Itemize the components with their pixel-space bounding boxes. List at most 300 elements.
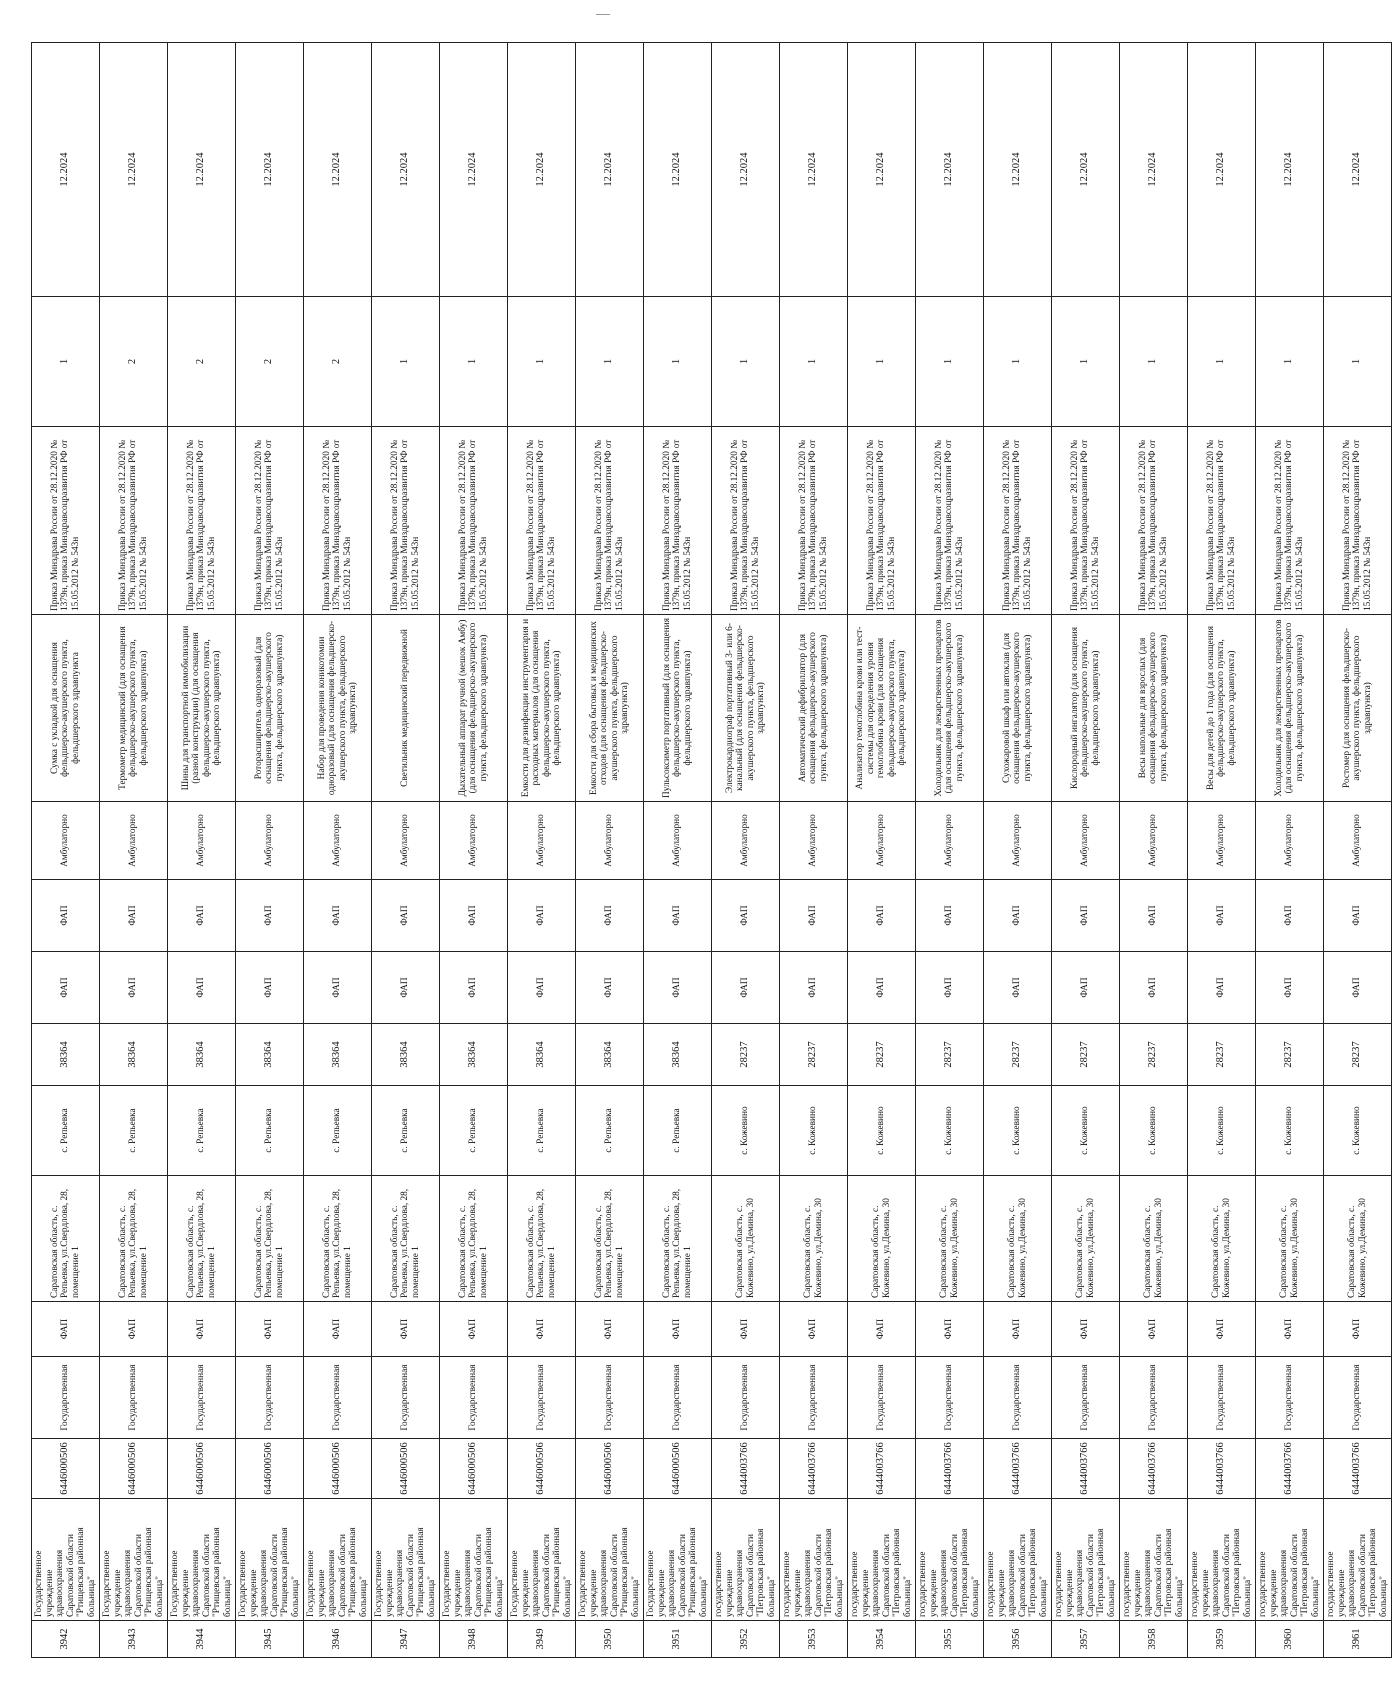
settlement-name-cell: с. Кожевино — [780, 1086, 848, 1176]
regulation-order-cell: Приказ Минздрава России от 28.12.2020 № 1379н, приказ Минздравсоцразвития РФ от 15.05.2012 № 543н — [100, 427, 168, 615]
unit-type-secondary-cell: ФАП — [100, 880, 168, 952]
inn-number-cell: 6446000506 — [644, 1439, 712, 1499]
care-condition-cell: Амбулаторно — [1256, 802, 1324, 880]
unit-type-secondary-cell: ФАП — [440, 880, 508, 952]
table-row — [32, 43, 100, 1658]
inn-number-cell: 6444003766 — [1188, 1439, 1256, 1499]
care-condition-cell: Амбулаторно — [508, 802, 576, 880]
row-number-cell: 3943 — [100, 1621, 168, 1658]
quantity-cell: 1 — [1324, 297, 1392, 427]
facility-address-cell: Саратовская область, с. Репьевка, ул.Свердлова, 28, помещение 1 — [304, 1176, 372, 1302]
regulation-order-cell: Приказ Минздрава России от 28.12.2020 № 1379н, приказ Минздравсоцразвития РФ от 15.05.2012 № 543н — [304, 427, 372, 615]
population-count-cell: 28237 — [1188, 1024, 1256, 1086]
deadline-date-cell: 12.2024 — [32, 43, 100, 297]
equipment-name-cell: Шины для транспортной иммобилизации (разной конструкции) (для оснащения фельдшерско-акушерского пункта, фельдшерского здравпункта) — [168, 615, 236, 802]
deadline-date-cell: 12.2024 — [508, 43, 576, 297]
deadline-date-cell: 12.2024 — [1256, 43, 1324, 297]
quantity-cell: 1 — [1052, 297, 1120, 427]
settlement-name-cell: с. Кожевино — [848, 1086, 916, 1176]
organization-name-cell: государственное учреждение здравоохранения Саратовской области "Петровская районная больница" — [780, 1499, 848, 1621]
unit-type-secondary-cell: ФАП — [372, 880, 440, 952]
organization-name-cell: государственное учреждение здравоохранения Саратовской области "Петровская районная больница" — [848, 1499, 916, 1621]
unit-type-cell: ФАП — [780, 952, 848, 1024]
settlement-name-cell: с. Кожевино — [916, 1086, 984, 1176]
equipment-name-cell: Роторасширитель одноразовый (для оснащения фельдшерско-акушерского пункта, фельдшерского здравпункта) — [236, 615, 304, 802]
facility-type-cell: ФАП — [236, 1302, 304, 1357]
organization-name-cell: Государственное учреждение здравоохранения Саратовской области "Ртищевская районная больница" — [236, 1499, 304, 1621]
unit-type-secondary-cell: ФАП — [508, 880, 576, 952]
organization-name-cell: Государственное учреждение здравоохранения Саратовской области "Ртищевская районная больница" — [100, 1499, 168, 1621]
row-number-cell: 3955 — [916, 1621, 984, 1658]
facility-type-cell: ФАП — [1120, 1302, 1188, 1357]
regulation-order-cell: Приказ Минздрава России от 28.12.2020 № 1379н, приказ Минздравсоцразвития РФ от 15.05.2012 № 543н — [1324, 427, 1392, 615]
unit-type-cell: ФАП — [984, 952, 1052, 1024]
care-condition-cell: Амбулаторно — [304, 802, 372, 880]
regulation-order-cell: Приказ Минздрава России от 28.12.2020 № 1379н, приказ Минздравсоцразвития РФ от 15.05.2012 № 543н — [440, 427, 508, 615]
care-condition-cell: Амбулаторно — [1188, 802, 1256, 880]
settlement-name-cell: с. Репьевка — [644, 1086, 712, 1176]
equipment-name-cell: Холодильник для лекарственных препаратов (для оснащения фельдшерско-акушерского пункта, фельдшерского здравпункта) — [1256, 615, 1324, 802]
organization-name-cell: государственное учреждение здравоохранения Саратовской области "Петровская районная больница" — [1188, 1499, 1256, 1621]
equipment-name-cell: Автоматический дефибриллятор (для оснащения фельдшерско-акушерского пункта, фельдшерского здравпункта) — [780, 615, 848, 802]
quantity-cell: 1 — [32, 297, 100, 427]
quantity-cell: 1 — [1120, 297, 1188, 427]
quantity-cell: 2 — [168, 297, 236, 427]
facility-address-cell: Саратовская область, с. Кожевино, ул.Демина, 30 — [916, 1176, 984, 1302]
unit-type-cell: ФАП — [1188, 952, 1256, 1024]
equipment-name-cell: Весы напольные для взрослых (для оснащения фельдшерско-акушерского пункта, фельдшерского здравпункта) — [1120, 615, 1188, 802]
quantity-cell: 1 — [644, 297, 712, 427]
table-body — [32, 43, 1392, 1658]
unit-type-secondary-cell: ФАП — [236, 880, 304, 952]
unit-type-cell: ФАП — [168, 952, 236, 1024]
inn-number-cell: 6444003766 — [1256, 1439, 1324, 1499]
ownership-form-cell: Государственная — [32, 1357, 100, 1439]
row-number-cell: 3944 — [168, 1621, 236, 1658]
inn-number-cell: 6446000506 — [32, 1439, 100, 1499]
quantity-cell: 1 — [508, 297, 576, 427]
unit-type-secondary-cell: ФАП — [32, 880, 100, 952]
facility-type-cell: ФАП — [1052, 1302, 1120, 1357]
row-number-cell: 3942 — [32, 1621, 100, 1658]
regulation-order-cell: Приказ Минздрава России от 28.12.2020 № 1379н, приказ Минздравсоцразвития РФ от 15.05.2012 № 543н — [168, 427, 236, 615]
equipment-name-cell: Сумка с укладкой для оснащения фельдшерско-акушерского пункта, фельдшерского здравпункта — [32, 615, 100, 802]
equipment-name-cell: Электрокардиограф портативный 3- или 6-канальный (для оснащения фельдшерско-акушерского пункта, фельдшерского здравпункта) — [712, 615, 780, 802]
unit-type-secondary-cell: ФАП — [304, 880, 372, 952]
ownership-form-cell: Государственная — [508, 1357, 576, 1439]
facility-type-cell: ФАП — [780, 1302, 848, 1357]
equipment-name-cell: Емкости для дезинфекции инструментария и расходных материалов (для оснащения фельдшерско-акушерского пункта, фельдшерского здравпункта) — [508, 615, 576, 802]
row-number-cell: 3956 — [984, 1621, 1052, 1658]
unit-type-cell: ФАП — [236, 952, 304, 1024]
care-condition-cell: Амбулаторно — [916, 802, 984, 880]
inn-number-cell: 6446000506 — [576, 1439, 644, 1499]
regulation-order-cell: Приказ Минздрава России от 28.12.2020 № 1379н, приказ Минздравсоцразвития РФ от 15.05.2012 № 543н — [780, 427, 848, 615]
ownership-form-cell: Государственная — [916, 1357, 984, 1439]
ownership-form-cell: Государственная — [440, 1357, 508, 1439]
settlement-name-cell: с. Репьевка — [372, 1086, 440, 1176]
regulation-order-cell: Приказ Минздрава России от 28.12.2020 № 1379н, приказ Минздравсоцразвития РФ от 15.05.2012 № 543н — [1188, 427, 1256, 615]
organization-name-cell: Государственное учреждение здравоохранения Саратовской области "Ртищевская районная больница" — [508, 1499, 576, 1621]
settlement-name-cell: с. Репьевка — [32, 1086, 100, 1176]
unit-type-cell: ФАП — [32, 952, 100, 1024]
population-count-cell: 28237 — [1120, 1024, 1188, 1086]
population-count-cell: 38364 — [508, 1024, 576, 1086]
row-number-cell: 3947 — [372, 1621, 440, 1658]
row-number-cell: 3958 — [1120, 1621, 1188, 1658]
population-count-cell: 28237 — [1052, 1024, 1120, 1086]
regulation-order-cell: Приказ Минздрава России от 28.12.2020 № 1379н, приказ Минздравсоцразвития РФ от 15.05.2012 № 543н — [508, 427, 576, 615]
unit-type-secondary-cell: ФАП — [1052, 880, 1120, 952]
organization-name-cell: Государственное учреждение здравоохранения Саратовской области "Ртищевская районная больница" — [644, 1499, 712, 1621]
unit-type-secondary-cell: ФАП — [984, 880, 1052, 952]
table-row — [440, 43, 508, 1658]
facility-type-cell: ФАП — [100, 1302, 168, 1357]
deadline-date-cell: 12.2024 — [984, 43, 1052, 297]
quantity-cell: 1 — [1188, 297, 1256, 427]
row-number-cell: 3951 — [644, 1621, 712, 1658]
unit-type-secondary-cell: ФАП — [1324, 880, 1392, 952]
facility-address-cell: Саратовская область, с. Кожевино, ул.Демина, 30 — [848, 1176, 916, 1302]
unit-type-cell: ФАП — [848, 952, 916, 1024]
table-row — [644, 43, 712, 1658]
inn-number-cell: 6444003766 — [1052, 1439, 1120, 1499]
unit-type-secondary-cell: ФАП — [1256, 880, 1324, 952]
deadline-date-cell: 12.2024 — [1120, 43, 1188, 297]
row-number-cell: 3953 — [780, 1621, 848, 1658]
ownership-form-cell: Государственная — [1324, 1357, 1392, 1439]
regulation-order-cell: Приказ Минздрава России от 28.12.2020 № 1379н, приказ Минздравсоцразвития РФ от 15.05.2012 № 543н — [916, 427, 984, 615]
inn-number-cell: 6446000506 — [168, 1439, 236, 1499]
population-count-cell: 38364 — [236, 1024, 304, 1086]
equipment-name-cell: Емкости для сбора бытовых и медицинских отходов (для оснащения фельдшерско-акушерского пункта, фельдшерского здравпункта) — [576, 615, 644, 802]
regulation-order-cell: Приказ Минздрава России от 28.12.2020 № 1379н, приказ Минздравсоцразвития РФ от 15.05.2012 № 543н — [1052, 427, 1120, 615]
organization-name-cell: государственное учреждение здравоохранения Саратовской области "Петровская районная больница" — [1324, 1499, 1392, 1621]
deadline-date-cell: 12.2024 — [644, 43, 712, 297]
quantity-cell: 1 — [848, 297, 916, 427]
care-condition-cell: Амбулаторно — [644, 802, 712, 880]
unit-type-secondary-cell: ФАП — [576, 880, 644, 952]
unit-type-secondary-cell: ФАП — [168, 880, 236, 952]
table-row — [508, 43, 576, 1658]
unit-type-cell: ФАП — [576, 952, 644, 1024]
equipment-name-cell: Весы для детей до 1 года (для оснащения фельдшерско-акушерского пункта, фельдшерского здравпункта) — [1188, 615, 1256, 802]
table-row — [984, 43, 1052, 1658]
equipment-name-cell: Анализатор гемоглобина крови или тест-системы для определения уровня гемоглобина крови (для оснащения фельдшерско-акушерского пункта, фельдшерского здравпункта) — [848, 615, 916, 802]
quantity-cell: 1 — [440, 297, 508, 427]
unit-type-cell: ФАП — [712, 952, 780, 1024]
deadline-date-cell: 12.2024 — [1324, 43, 1392, 297]
inn-number-cell: 6446000506 — [304, 1439, 372, 1499]
table-row — [916, 43, 984, 1658]
care-condition-cell: Амбулаторно — [236, 802, 304, 880]
row-number-cell: 3949 — [508, 1621, 576, 1658]
settlement-name-cell: с. Репьевка — [304, 1086, 372, 1176]
equipment-name-cell: Набор для проведения коникотомии одноразовый (для оснащения фельдшерско-акушерского пункта, фельдшерского здравпункта) — [304, 615, 372, 802]
organization-name-cell: Государственное учреждение здравоохранения Саратовской области "Ртищевская районная больница" — [440, 1499, 508, 1621]
regulation-order-cell: Приказ Минздрава России от 28.12.2020 № 1379н, приказ Минздравсоцразвития РФ от 15.05.2012 № 543н — [32, 427, 100, 615]
population-count-cell: 38364 — [304, 1024, 372, 1086]
ownership-form-cell: Государственная — [304, 1357, 372, 1439]
row-number-cell: 3950 — [576, 1621, 644, 1658]
facility-type-cell: ФАП — [984, 1302, 1052, 1357]
table-row — [1324, 43, 1392, 1658]
population-count-cell: 38364 — [576, 1024, 644, 1086]
facility-type-cell: ФАП — [440, 1302, 508, 1357]
equipment-name-cell: Светильник медицинский передвижной — [372, 615, 440, 802]
unit-type-secondary-cell: ФАП — [1188, 880, 1256, 952]
equipment-name-cell: Ростомер (для оснащения фельдшерско-акушерского пункта, фельдшерского здравпункта) — [1324, 615, 1392, 802]
regulation-order-cell: Приказ Минздрава России от 28.12.2020 № 1379н, приказ Минздравсоцразвития РФ от 15.05.2012 № 543н — [372, 427, 440, 615]
organization-name-cell: Государственное учреждение здравоохранения Саратовской области "Ртищевская районная больница" — [304, 1499, 372, 1621]
deadline-date-cell: 12.2024 — [304, 43, 372, 297]
population-count-cell: 28237 — [984, 1024, 1052, 1086]
care-condition-cell: Амбулаторно — [780, 802, 848, 880]
care-condition-cell: Амбулаторно — [576, 802, 644, 880]
facility-type-cell: ФАП — [1188, 1302, 1256, 1357]
regulation-order-cell: Приказ Минздрава России от 28.12.2020 № 1379н, приказ Минздравсоцразвития РФ от 15.05.2012 № 543н — [848, 427, 916, 615]
organization-name-cell: государственное учреждение здравоохранения Саратовской области "Петровская районная больница" — [984, 1499, 1052, 1621]
ownership-form-cell: Государственная — [1188, 1357, 1256, 1439]
quantity-cell: 2 — [100, 297, 168, 427]
unit-type-secondary-cell: ФАП — [848, 880, 916, 952]
facility-type-cell: ФАП — [508, 1302, 576, 1357]
deadline-date-cell: 12.2024 — [236, 43, 304, 297]
population-count-cell: 28237 — [780, 1024, 848, 1086]
table-row — [100, 43, 168, 1658]
table-row — [780, 43, 848, 1658]
care-condition-cell: Амбулаторно — [100, 802, 168, 880]
regulation-order-cell: Приказ Минздрава России от 28.12.2020 № 1379н, приказ Минздравсоцразвития РФ от 15.05.2012 № 543н — [984, 427, 1052, 615]
organization-name-cell: государственное учреждение здравоохранения Саратовской области "Петровская районная больница" — [712, 1499, 780, 1621]
inn-number-cell: 6446000506 — [100, 1439, 168, 1499]
equipment-name-cell: Холодильник для лекарственных препаратов (для оснащения фельдшерско-акушерского пункта, фельдшерского здравпункта) — [916, 615, 984, 802]
deadline-date-cell: 12.2024 — [372, 43, 440, 297]
unit-type-secondary-cell: ФАП — [644, 880, 712, 952]
table-row — [576, 43, 644, 1658]
facility-type-cell: ФАП — [304, 1302, 372, 1357]
equipment-name-cell: Дыхательный аппарат ручной (мешок Амбу) (для оснащения фельдшерско-акушерского пункта, фельдшерского здравпункта) — [440, 615, 508, 802]
population-count-cell: 38364 — [168, 1024, 236, 1086]
deadline-date-cell: 12.2024 — [848, 43, 916, 297]
equipment-table — [31, 42, 1392, 1658]
facility-address-cell: Саратовская область, с. Кожевино, ул.Демина, 30 — [1324, 1176, 1392, 1302]
settlement-name-cell: с. Кожевино — [1120, 1086, 1188, 1176]
unit-type-secondary-cell: ФАП — [1120, 880, 1188, 952]
unit-type-cell: ФАП — [1256, 952, 1324, 1024]
care-condition-cell: Амбулаторно — [32, 802, 100, 880]
regulation-order-cell: Приказ Минздрава России от 28.12.2020 № 1379н, приказ Минздравсоцразвития РФ от 15.05.2012 № 543н — [1120, 427, 1188, 615]
facility-address-cell: Саратовская область, с. Кожевино, ул.Демина, 30 — [1120, 1176, 1188, 1302]
population-count-cell: 38364 — [440, 1024, 508, 1086]
inn-number-cell: 6446000506 — [508, 1439, 576, 1499]
deadline-date-cell: 12.2024 — [780, 43, 848, 297]
ownership-form-cell: Государственная — [372, 1357, 440, 1439]
inn-number-cell: 6446000506 — [440, 1439, 508, 1499]
facility-address-cell: Саратовская область, с. Кожевино, ул.Демина, 30 — [1052, 1176, 1120, 1302]
care-condition-cell: Амбулаторно — [372, 802, 440, 880]
deadline-date-cell: 12.2024 — [1188, 43, 1256, 297]
row-number-cell: 3948 — [440, 1621, 508, 1658]
facility-address-cell: Саратовская область, с. Репьевка, ул.Свердлова, 28, помещение 1 — [372, 1176, 440, 1302]
deadline-date-cell: 12.2024 — [712, 43, 780, 297]
care-condition-cell: Амбулаторно — [1120, 802, 1188, 880]
deadline-date-cell: 12.2024 — [916, 43, 984, 297]
table-row — [712, 43, 780, 1658]
equipment-name-cell: Кислородный ингалятор (для оснащения фельдшерско-акушерского пункта, фельдшерского здравпункта) — [1052, 615, 1120, 802]
settlement-name-cell: с. Кожевино — [1324, 1086, 1392, 1176]
equipment-name-cell: Пульсоксиметр портативный (для оснащения фельдшерско-акушерского пункта, фельдшерского здравпункта) — [644, 615, 712, 802]
row-number-cell: 3960 — [1256, 1621, 1324, 1658]
organization-name-cell: государственное учреждение здравоохранения Саратовской области "Петровская районная больница" — [1256, 1499, 1324, 1621]
quantity-cell: 1 — [916, 297, 984, 427]
unit-type-cell: ФАП — [1120, 952, 1188, 1024]
table-row — [1120, 43, 1188, 1658]
deadline-date-cell: 12.2024 — [100, 43, 168, 297]
ownership-form-cell: Государственная — [644, 1357, 712, 1439]
settlement-name-cell: с. Кожевино — [984, 1086, 1052, 1176]
inn-number-cell: 6444003766 — [1120, 1439, 1188, 1499]
inn-number-cell: 6444003766 — [712, 1439, 780, 1499]
ownership-form-cell: Государственная — [168, 1357, 236, 1439]
row-number-cell: 3954 — [848, 1621, 916, 1658]
population-count-cell: 28237 — [916, 1024, 984, 1086]
unit-type-secondary-cell: ФАП — [780, 880, 848, 952]
settlement-name-cell: с. Репьевка — [168, 1086, 236, 1176]
unit-type-cell: ФАП — [440, 952, 508, 1024]
organization-name-cell: Государственное учреждение здравоохранения Саратовской области "Ртищевская районная больница" — [168, 1499, 236, 1621]
facility-address-cell: Саратовская область, с. Кожевино, ул.Демина, 30 — [780, 1176, 848, 1302]
care-condition-cell: Амбулаторно — [440, 802, 508, 880]
ownership-form-cell: Государственная — [712, 1357, 780, 1439]
table-row — [372, 43, 440, 1658]
quantity-cell: 1 — [372, 297, 440, 427]
deadline-date-cell: 12.2024 — [440, 43, 508, 297]
row-number-cell: 3952 — [712, 1621, 780, 1658]
facility-type-cell: ФАП — [576, 1302, 644, 1357]
facility-address-cell: Саратовская область, с. Репьевка, ул.Свердлова, 28, помещение 1 — [440, 1176, 508, 1302]
facility-type-cell: ФАП — [1324, 1302, 1392, 1357]
settlement-name-cell: с. Кожевино — [1188, 1086, 1256, 1176]
inn-number-cell: 6444003766 — [984, 1439, 1052, 1499]
unit-type-cell: ФАП — [372, 952, 440, 1024]
table-row — [304, 43, 372, 1658]
inn-number-cell: 6446000506 — [236, 1439, 304, 1499]
settlement-name-cell: с. Репьевка — [576, 1086, 644, 1176]
organization-name-cell: государственное учреждение здравоохранения Саратовской области "Петровская районная больница" — [916, 1499, 984, 1621]
settlement-name-cell: с. Репьевка — [508, 1086, 576, 1176]
ownership-form-cell: Государственная — [984, 1357, 1052, 1439]
quantity-cell: 1 — [780, 297, 848, 427]
quantity-cell: 1 — [984, 297, 1052, 427]
unit-type-cell: ФАП — [304, 952, 372, 1024]
facility-type-cell: ФАП — [848, 1302, 916, 1357]
quantity-cell: 1 — [576, 297, 644, 427]
settlement-name-cell: с. Репьевка — [236, 1086, 304, 1176]
population-count-cell: 38364 — [32, 1024, 100, 1086]
inn-number-cell: 6444003766 — [916, 1439, 984, 1499]
unit-type-cell: ФАП — [508, 952, 576, 1024]
deadline-date-cell: 12.2024 — [168, 43, 236, 297]
organization-name-cell: государственное учреждение здравоохранения Саратовской области "Петровская районная больница" — [1052, 1499, 1120, 1621]
regulation-order-cell: Приказ Минздрава России от 28.12.2020 № 1379н, приказ Минздравсоцразвития РФ от 15.05.2012 № 543н — [576, 427, 644, 615]
care-condition-cell: Амбулаторно — [712, 802, 780, 880]
facility-address-cell: Саратовская область, с. Кожевино, ул.Демина, 30 — [984, 1176, 1052, 1302]
table-row — [848, 43, 916, 1658]
ownership-form-cell: Государственная — [236, 1357, 304, 1439]
inn-number-cell: 6444003766 — [1324, 1439, 1392, 1499]
care-condition-cell: Амбулаторно — [848, 802, 916, 880]
unit-type-cell: ФАП — [100, 952, 168, 1024]
regulation-order-cell: Приказ Минздрава России от 28.12.2020 № 1379н, приказ Минздравсоцразвития РФ от 15.05.2012 № 543н — [644, 427, 712, 615]
table-row — [236, 43, 304, 1658]
population-count-cell: 28237 — [848, 1024, 916, 1086]
settlement-name-cell: с. Кожевино — [1052, 1086, 1120, 1176]
scan-mark — [596, 14, 610, 15]
settlement-name-cell: с. Репьевка — [440, 1086, 508, 1176]
settlement-name-cell: с. Репьевка — [100, 1086, 168, 1176]
care-condition-cell: Амбулаторно — [984, 802, 1052, 880]
settlement-name-cell: с. Кожевино — [712, 1086, 780, 1176]
facility-address-cell: Саратовская область, с. Репьевка, ул.Свердлова, 28, помещение 1 — [168, 1176, 236, 1302]
unit-type-cell: ФАП — [644, 952, 712, 1024]
ownership-form-cell: Государственная — [1052, 1357, 1120, 1439]
quantity-cell: 2 — [236, 297, 304, 427]
facility-type-cell: ФАП — [916, 1302, 984, 1357]
facility-address-cell: Саратовская область, с. Репьевка, ул.Свердлова, 28, помещение 1 — [32, 1176, 100, 1302]
unit-type-cell: ФАП — [916, 952, 984, 1024]
facility-type-cell: ФАП — [372, 1302, 440, 1357]
settlement-name-cell: с. Кожевино — [1256, 1086, 1324, 1176]
inn-number-cell: 6444003766 — [848, 1439, 916, 1499]
facility-address-cell: Саратовская область, с. Репьевка, ул.Свердлова, 28, помещение 1 — [644, 1176, 712, 1302]
organization-name-cell: Государственное учреждение здравоохранения Саратовской области "Ртищевская районная больница" — [576, 1499, 644, 1621]
quantity-cell: 2 — [304, 297, 372, 427]
facility-type-cell: ФАП — [168, 1302, 236, 1357]
population-count-cell: 28237 — [712, 1024, 780, 1086]
ownership-form-cell: Государственная — [1120, 1357, 1188, 1439]
inn-number-cell: 6446000506 — [372, 1439, 440, 1499]
facility-address-cell: Саратовская область, с. Кожевино, ул.Демина, 30 — [1188, 1176, 1256, 1302]
facility-address-cell: Саратовская область, с. Кожевино, ул.Демина, 30 — [712, 1176, 780, 1302]
population-count-cell: 28237 — [1324, 1024, 1392, 1086]
row-number-cell: 3957 — [1052, 1621, 1120, 1658]
ownership-form-cell: Государственная — [576, 1357, 644, 1439]
quantity-cell: 1 — [1256, 297, 1324, 427]
population-count-cell: 28237 — [1256, 1024, 1324, 1086]
deadline-date-cell: 12.2024 — [1052, 43, 1120, 297]
table-row — [1256, 43, 1324, 1658]
regulation-order-cell: Приказ Минздрава России от 28.12.2020 № 1379н, приказ Минздравсоцразвития РФ от 15.05.2012 № 543н — [236, 427, 304, 615]
facility-address-cell: Саратовская область, с. Кожевино, ул.Демина, 30 — [1256, 1176, 1324, 1302]
care-condition-cell: Амбулаторно — [168, 802, 236, 880]
ownership-form-cell: Государственная — [100, 1357, 168, 1439]
unit-type-secondary-cell: ФАП — [916, 880, 984, 952]
row-number-cell: 3959 — [1188, 1621, 1256, 1658]
ownership-form-cell: Государственная — [848, 1357, 916, 1439]
facility-type-cell: ФАП — [712, 1302, 780, 1357]
population-count-cell: 38364 — [644, 1024, 712, 1086]
facility-address-cell: Саратовская область, с. Репьевка, ул.Свердлова, 28, помещение 1 — [508, 1176, 576, 1302]
unit-type-secondary-cell: ФАП — [712, 880, 780, 952]
regulation-order-cell: Приказ Минздрава России от 28.12.2020 № 1379н, приказ Минздравсоцразвития РФ от 15.05.2012 № 543н — [712, 427, 780, 615]
organization-name-cell: Государственное учреждение здравоохранения Саратовской области "Ртищевская районная больница" — [372, 1499, 440, 1621]
deadline-date-cell: 12.2024 — [576, 43, 644, 297]
row-number-cell: 3945 — [236, 1621, 304, 1658]
facility-address-cell: Саратовская область, с. Репьевка, ул.Свердлова, 28, помещение 1 — [100, 1176, 168, 1302]
quantity-cell: 1 — [712, 297, 780, 427]
ownership-form-cell: Государственная — [1256, 1357, 1324, 1439]
